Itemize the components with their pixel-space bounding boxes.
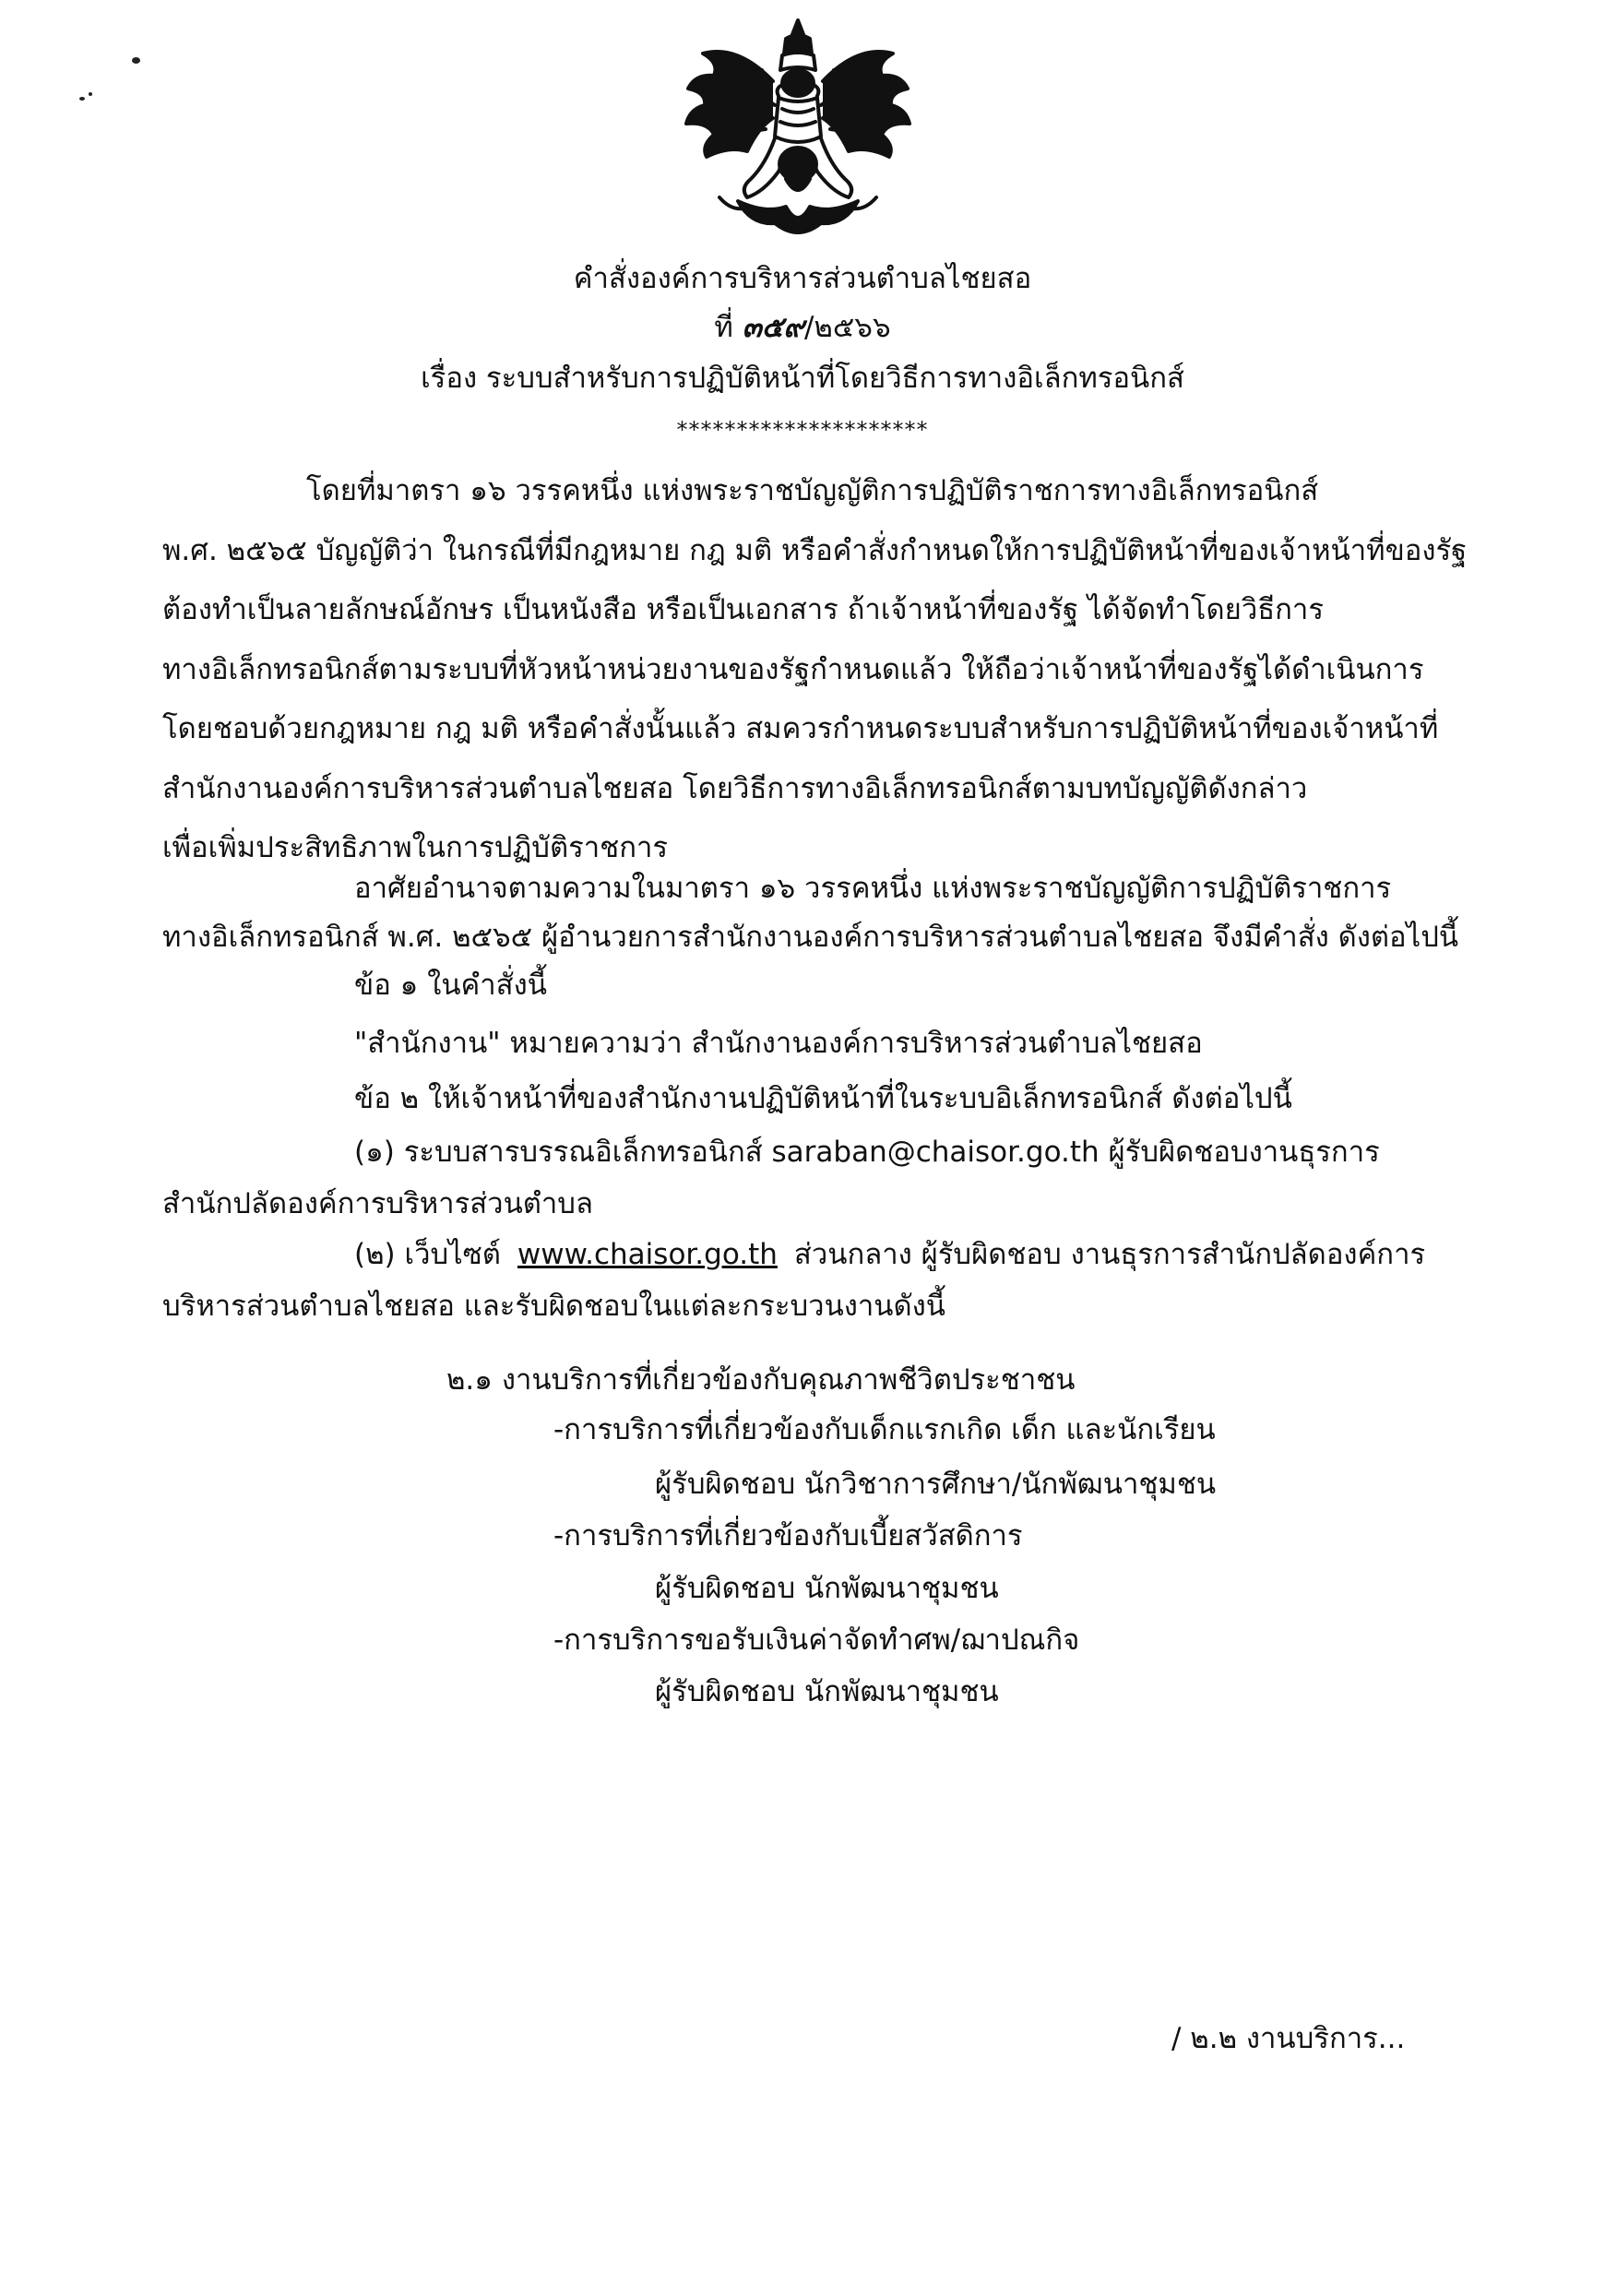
service-item-name: -การบริการที่เกี่ยวข้องกับเด็กแรกเกิด เด็ก และนักเรียน	[553, 1413, 1216, 1446]
order-title: คำสั่งองค์การบริหารส่วนตำบลไชยสอ	[573, 262, 1032, 295]
scan-speck	[79, 97, 85, 101]
paragraph-line: ทางอิเล็กทรอนิกส์ พ.ศ. ๒๕๖๕ ผู้อำนวยการสำนักงานองค์การบริหารส่วนตำบลไชยสอ จึงมีคำสั่ง ดังต่อไปนี้	[162, 921, 1459, 954]
service-item-name: -การบริการขอรับเงินค่าจัดทำศพ/ฌาปณกิจ	[553, 1624, 1080, 1657]
paragraph-line: โดยชอบด้วยกฎหมาย กฎ มติ หรือคำสั่งนั้นแล้ว สมควรกำหนดระบบสำหรับการปฏิบัติหน้าที่ของเจ้าหน้าที่	[162, 712, 1439, 745]
website-link[interactable]: www.chaisor.go.th	[517, 1238, 778, 1271]
clause-2: ข้อ ๒ ให้เจ้าหน้าที่ของสำนักงานปฏิบัติหน้าที่ในระบบอิเล็กทรอนิกส์ ดังต่อไปนี้	[354, 1082, 1292, 1115]
service-item-owner: ผู้รับผิดชอบ นักพัฒนาชุมชน	[655, 1675, 999, 1708]
order-number-year: /๒๕๖๖	[803, 311, 891, 344]
paragraph-line: ต้องทำเป็นลายลักษณ์อักษร เป็นหนังสือ หรือเป็นเอกสาร ถ้าเจ้าหน้าที่ของรัฐ ได้จัดทำโดยวิธีการ	[162, 593, 1324, 626]
garuda-emblem-icon	[683, 17, 913, 243]
item-2-line-1	[354, 1236, 1425, 1273]
item-2-prefix: (๒) เว็บไซต์	[354, 1238, 501, 1271]
paragraph-line: พ.ศ. ๒๕๖๕ บัญญัติว่า ในกรณีที่มีกฎหมาย กฎ มติ หรือคำสั่งกำหนดให้การปฏิบัติหน้าที่ของเจ้าหน้าที่ของรัฐ	[162, 534, 1468, 567]
item-2-suffix: ส่วนกลาง ผู้รับผิดชอบ งานธุรการสำนักปลัดองค์การ	[793, 1238, 1426, 1271]
scan-speck	[132, 57, 140, 64]
item-1-line-1: (๑) ระบบสารบรรณอิเล็กทรอนิกส์ saraban@chaisor.go.th ผู้รับผิดชอบงานธุรการ	[354, 1136, 1380, 1169]
paragraph-line: สำนักงานองค์การบริหารส่วนตำบลไชยสอ โดยวิธีการทางอิเล็กทรอนิกส์ตามบทบัญญัติดังกล่าว	[162, 772, 1308, 805]
service-item-owner: ผู้รับผิดชอบ นักพัฒนาชุมชน	[655, 1572, 999, 1605]
order-number	[0, 309, 1605, 346]
order-number-value: ๓๕๙	[742, 311, 804, 344]
paragraph-line: ทางอิเล็กทรอนิกส์ตามระบบที่หัวหน้าหน่วยงานของรัฐกำหนดแล้ว ให้ถือว่าเจ้าหน้าที่ของรัฐได้ดำเนินการ	[162, 653, 1424, 686]
service-item-owner: ผู้รับผิดชอบ นักวิชาการศึกษา/นักพัฒนาชุมชน	[655, 1468, 1217, 1501]
continuation-note: / ๒.๒ งานบริการ...	[1171, 2022, 1406, 2055]
definition-line: "สำนักงาน" หมายความว่า สำนักงานองค์การบริหารส่วนตำบลไชยสอ	[354, 1027, 1203, 1060]
clause-1: ข้อ ๑ ในคำสั่งนี้	[354, 969, 547, 1002]
title-separator: *********************	[676, 417, 929, 443]
services-heading: ๒.๑ งานบริการที่เกี่ยวข้องกับคุณภาพชีวิตประชาชน	[446, 1363, 1076, 1397]
item-1-line-2: สำนักปลัดองค์การบริหารส่วนตำบล	[162, 1187, 593, 1220]
service-item-name: -การบริการที่เกี่ยวข้องกับเบี้ยสวัสดิการ	[553, 1519, 1023, 1552]
item-2-line-2: บริหารส่วนตำบลไชยสอ และรับผิดชอบในแต่ละกระบวนงานดังนี้	[162, 1290, 945, 1323]
scan-speck	[89, 92, 92, 96]
paragraph-line: โดยที่มาตรา ๑๖ วรรคหนึ่ง แห่งพระราชบัญญัติการปฏิบัติราชการทางอิเล็กทรอนิกส์	[306, 474, 1319, 507]
order-number-prefix: ที่	[714, 311, 733, 344]
paragraph-line: เพื่อเพิ่มประสิทธิภาพในการปฏิบัติราชการ	[162, 831, 669, 864]
paragraph-line: อาศัยอำนาจตามความในมาตรา ๑๖ วรรคหนึ่ง แห่งพระราชบัญญัติการปฏิบัติราชการ	[354, 872, 1392, 905]
order-subject: เรื่อง ระบบสำหรับการปฏิบัติหน้าที่โดยวิธีการทางอิเล็กทรอนิกส์	[421, 362, 1184, 395]
